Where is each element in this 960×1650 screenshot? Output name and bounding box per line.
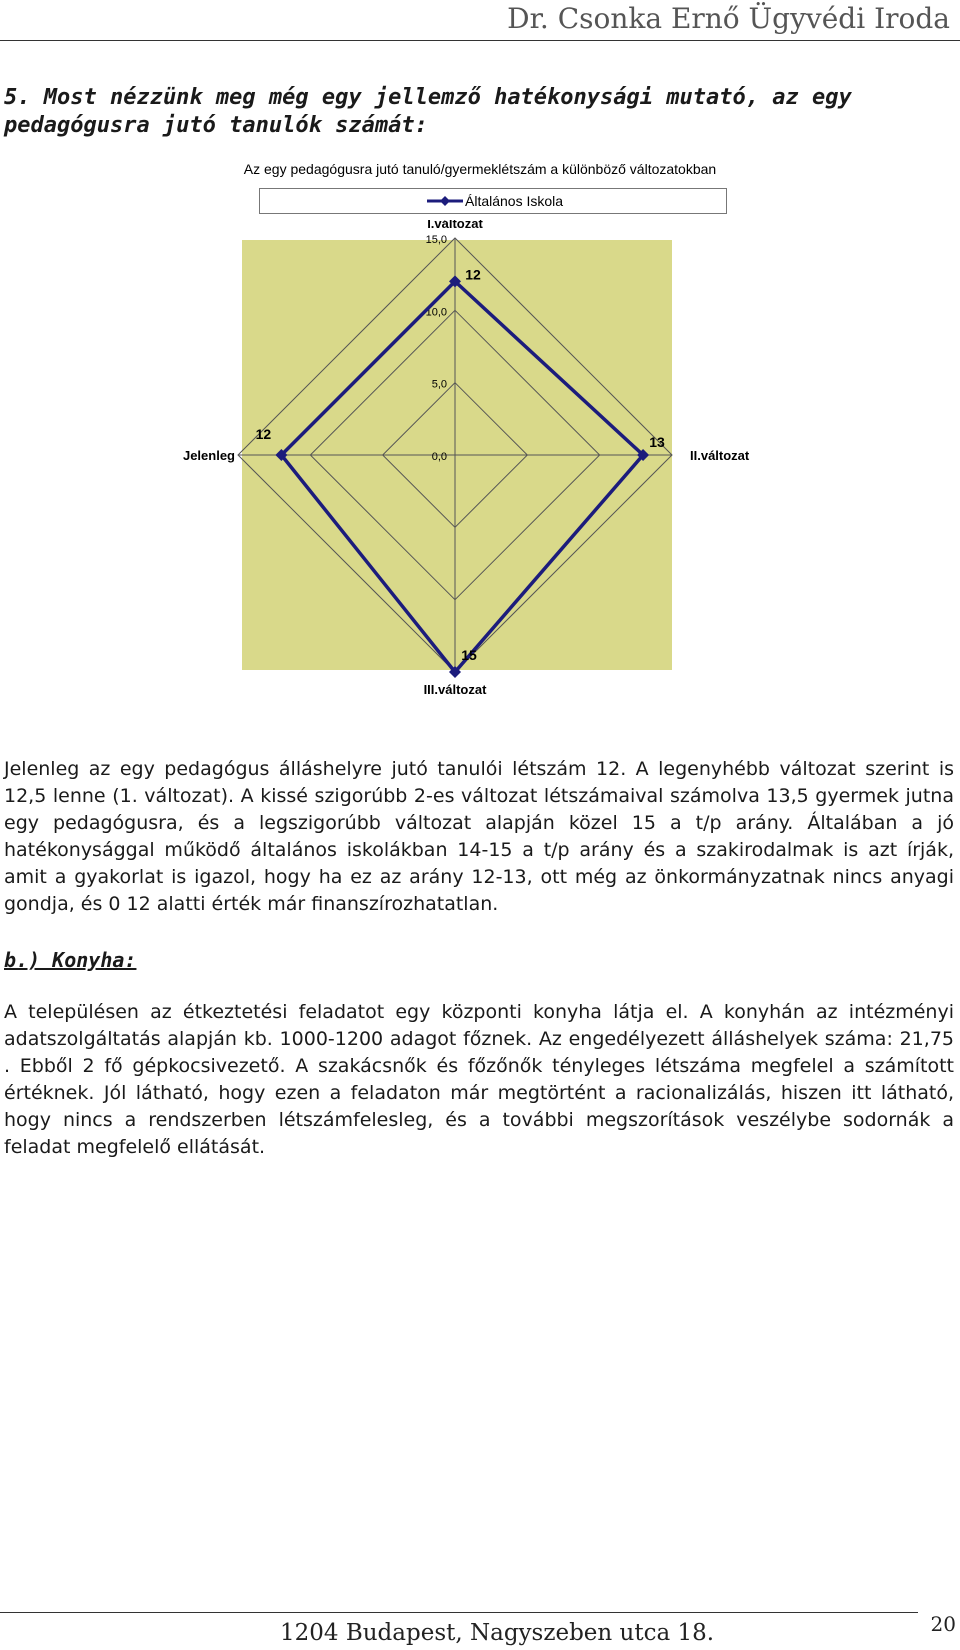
radar-chart bbox=[180, 220, 780, 720]
tick-label: 5,0 bbox=[431, 378, 447, 391]
axis-label: III.változat bbox=[423, 682, 487, 697]
tick-label: 10,0 bbox=[425, 306, 447, 319]
footer-address: 1204 Budapest, Nagyszeben utca 18. bbox=[280, 1620, 715, 1646]
data-label: 13 bbox=[649, 434, 665, 450]
paragraph-staff-ratio: Jelenleg az egy pedagógus álláshelyre jutó tanulói létszám 12. A legenyhébb változat szerint is 12,5 lenne (1. változat). A kissé szigorúbb 2-es változat létszámaival számolva 13,5 gyermek jutna egy pedagógusra, és a legszigorúbb változat alapján közel 15 a t/p arány. Általában a jó hatékonysággal működő általános iskolákban 14-15 a t/p arány és a szakirodalmak is azt írják, amit a gyakorlat is igazol, hogy ha ez az arány 12-13, ott még az önkormányzatnak nincs anyagi gondja, és 0 12 alatti érték már finanszírozhatatlan. bbox=[4, 758, 954, 915]
section-heading: 5. Most nézzünk meg még egy jellemző hatékonysági mutató, az egy pedagógusra jutó tanulók számát: bbox=[4, 85, 852, 138]
axis-label: I.változat bbox=[427, 220, 483, 231]
axis-label: Jelenleg bbox=[182, 448, 235, 463]
legend-series-marker bbox=[427, 192, 463, 210]
axis-label: II.változat bbox=[690, 448, 750, 463]
header-divider bbox=[0, 40, 960, 41]
data-label: 12 bbox=[465, 266, 481, 283]
chart-title: Az egy pedagógusra jutó tanuló/gyermeklétszám a különböző változatokban bbox=[243, 161, 717, 177]
paragraph-kitchen: A településen az étkeztetési feladatot egy központi konyha látja el. A konyhán az intézményi adatszolgáltatás alapján kb. 1000-1200 adagot főznek. Az engedélyezett álláshelyek száma: 21,75 . Ebből 2 fő gépkocsivezető. A szakácsnők és főzőnők tényleges létszáma megfelel a számított értéknek. Jól látható, hogy ezen a feladaton már megtörtént a racionalizálás, hiszen itt látható, hogy nincs a rendszerben létszámfelesleg, és a további megszorítások veszélybe sodornák a feladat megfelelő ellátását. bbox=[4, 1001, 954, 1158]
legend-series-label: Általános Iskola bbox=[465, 193, 564, 209]
tick-label: 15,0 bbox=[425, 234, 447, 246]
page-header-title: Dr. Csonka Ernő Ügyvédi Iroda bbox=[507, 2, 950, 35]
chart-legend bbox=[259, 188, 727, 214]
page-number: 20 bbox=[930, 1612, 956, 1636]
data-label: 15 bbox=[461, 647, 477, 663]
footer-divider bbox=[0, 1612, 918, 1613]
tick-label: 0,0 bbox=[431, 451, 447, 463]
subheading-konyha: b.) Konyha: bbox=[4, 948, 137, 972]
data-label: 12 bbox=[255, 426, 272, 442]
